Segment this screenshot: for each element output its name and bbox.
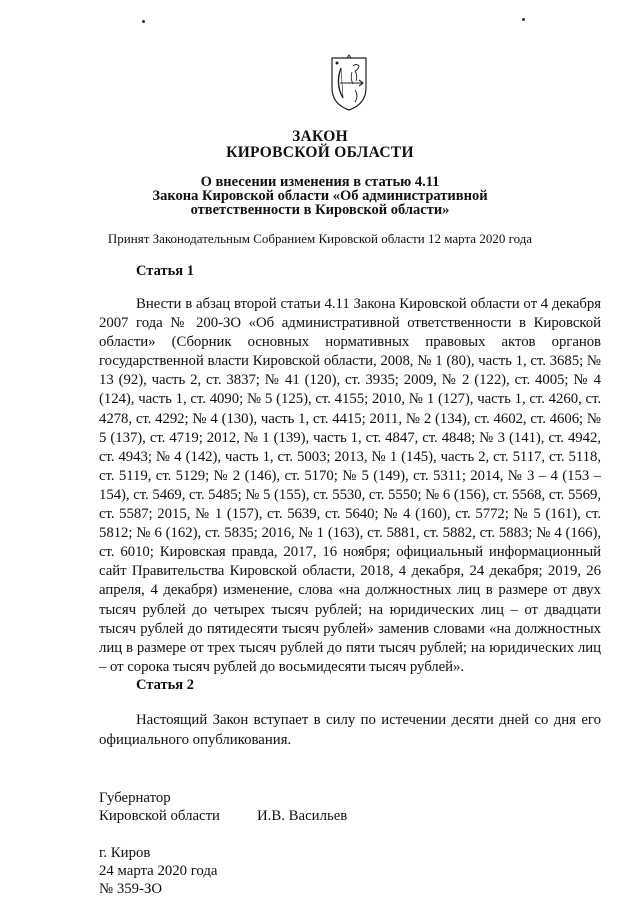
article-1-heading: Статья 1	[136, 263, 194, 279]
issue-city: г. Киров	[99, 845, 151, 861]
signatory-name: И.В. Васильев	[257, 808, 348, 824]
signatory-region: Кировской области	[99, 808, 220, 824]
scan-speck	[522, 18, 525, 21]
region-title: КИРОВСКОЙ ОБЛАСТИ	[226, 144, 414, 161]
issue-date: 24 марта 2020 года	[99, 863, 218, 879]
article-2-text: Настоящий Закон вступает в силу по истечении десяти дней со дня его официального опубликования.	[99, 712, 601, 748]
coat-of-arms-icon	[329, 54, 369, 112]
subtitle-line: О внесении изменения в статью 4.11	[200, 174, 440, 190]
article-2-heading: Статья 2	[136, 677, 194, 693]
signatory-position: Губернатор	[99, 790, 171, 806]
scan-speck	[142, 20, 145, 23]
article-1-text: Внести в абзац второй статьи 4.11 Закона Кировской области от 4 декабря 2007 года № 200-ЗО «Об административной ответственности в Кировской области» (Сборник основных нормативных правовых актов органов государственной власти Кировской области, 2008, № 1 (80), часть 1, ст. 3685; № 13 (92), часть 2, ст. 3837; № 41 (120), ст. 3935; 2009, № 2 (122), ст. 4005; № 4 (124), часть 1, ст. 4090; № 5 (125), ст. 4155; 2010, № 1 (127), часть 1, ст. 4260, ст. 4278, ст. 4292; № 4 (130), часть 1, ст. 4415; 2011, № 2 (134), ст. 4602, ст. 4606; № 5 (137), ст. 4719; 2012, № 1 (139), часть 1, ст. 4847, ст. 4848; № 3 (141), ст. 4942, ст. 4943; № 4 (142), часть 1, ст. 5003; 2013, № 1 (145), часть 2, ст. 5117, ст. 5118, ст. 5119, ст. 5129; № 2 (146), ст. 5170; № 5 (149), ст. 5311; 2014, № 3 – 4 (153 – 154), ст. 5469, ст. 5485; № 5 (155), ст. 5530, ст. 5550; № 6 (156), ст. 5568, ст. 5569, ст. 5587; 2015, № 1 (157), ст. 5639, ст. 5640; № 4 (160), ст. 5772; № 5 (161), ст. 5812; № 6 (162), ст. 5835; 2016, № 1 (163), ст. 5881, ст. 5882, ст. 5883; № 4 (166), ст. 6010; Кировская правда, 2017, 16 ноября; официальный информационный сайт Правительства Кировской области, 2018, 4 декабря, 24 декабря; 2019, 26 апреля, 4 декабря) изменение, слова «на должностных лиц в размере от двух тысяч рублей до четырех тысяч рублей; на юридических лиц – от двадцати тысяч рублей до пятидесяти тысяч рублей» заменив словами «на должностных лиц в размере от трех тысяч рублей до пяти тысяч рублей; на юридических лиц – от сорока тысяч рублей до восьмидесяти тысяч рублей».	[99, 296, 601, 675]
law-title: ЗАКОН	[292, 128, 348, 145]
law-number: № 359-ЗО	[99, 881, 163, 897]
subtitle-line: ответственности в Кировской области»	[190, 202, 450, 218]
adoption-note: Принят Законодательным Собранием Кировской области 12 марта 2020 года	[107, 231, 533, 246]
subtitle-line: Закона Кировской области «Об административной	[152, 188, 488, 204]
